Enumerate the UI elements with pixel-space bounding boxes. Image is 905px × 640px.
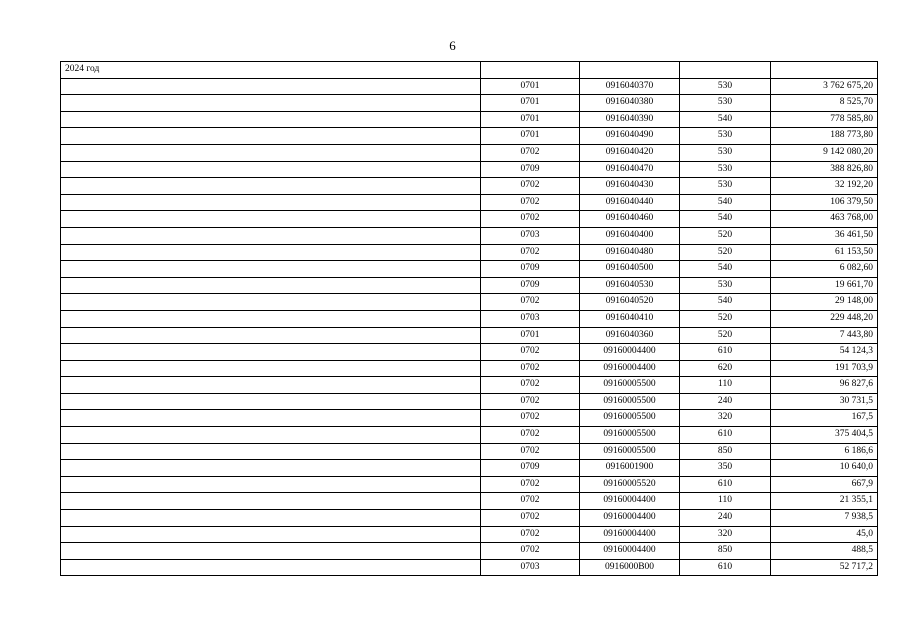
expense-kind-cell: 530: [680, 161, 771, 178]
expense-kind-cell: 110: [680, 493, 771, 510]
name-cell: [61, 377, 481, 394]
amount-cell: 10 640,0: [771, 460, 878, 477]
target-article-cell: 0916040390: [580, 111, 680, 128]
table-group-row: [61, 62, 878, 79]
expense-kind-cell: 540: [680, 261, 771, 278]
amount-cell: 229 448,20: [771, 310, 878, 327]
expense-kind-cell: 240: [680, 510, 771, 527]
name-cell: [61, 178, 481, 195]
amount-cell: 6 082,60: [771, 261, 878, 278]
name-cell: [61, 543, 481, 560]
target-article-cell: 0916040420: [580, 144, 680, 161]
name-cell: [61, 211, 481, 228]
table-row: [61, 393, 878, 410]
table-row: [61, 194, 878, 211]
table-row: [61, 526, 878, 543]
name-cell: [61, 144, 481, 161]
section-cell: 0702: [481, 377, 580, 394]
expense-kind-cell: 530: [680, 95, 771, 112]
expense-kind-cell: 540: [680, 211, 771, 228]
page-number: 6: [449, 38, 456, 53]
target-article-cell: 09160005500: [580, 377, 680, 394]
name-cell: [61, 410, 481, 427]
section-cell: 0701: [481, 128, 580, 145]
table-row: [61, 227, 878, 244]
section-cell: 0703: [481, 310, 580, 327]
table-row: [61, 128, 878, 145]
target-article-cell: 09160005500: [580, 410, 680, 427]
section-cell: 0709: [481, 261, 580, 278]
amount-cell: 191 703,9: [771, 360, 878, 377]
expense-kind-cell: 320: [680, 410, 771, 427]
table-row: [61, 144, 878, 161]
expense-kind-cell: 320: [680, 526, 771, 543]
name-cell: [61, 310, 481, 327]
table-row: [61, 327, 878, 344]
amount-cell: 188 773,80: [771, 128, 878, 145]
expense-kind-cell: 530: [680, 178, 771, 195]
expense-kind-cell: 350: [680, 460, 771, 477]
table-row: [61, 427, 878, 444]
section-cell: 0702: [481, 476, 580, 493]
amount-cell: 463 768,00: [771, 211, 878, 228]
name-cell: [61, 261, 481, 278]
section-cell: [481, 62, 580, 79]
table-row: [61, 543, 878, 560]
amount-cell: 6 186,6: [771, 443, 878, 460]
expense-kind-cell: 540: [680, 111, 771, 128]
table-row: [61, 95, 878, 112]
expense-kind-cell: 520: [680, 244, 771, 261]
section-cell: 0702: [481, 443, 580, 460]
section-cell: 0702: [481, 344, 580, 361]
table-row: [61, 559, 878, 576]
name-cell: [61, 344, 481, 361]
group-label-cell: 2024 год: [61, 62, 481, 79]
target-article-cell: 09160004400: [580, 526, 680, 543]
name-cell: [61, 493, 481, 510]
section-cell: 0701: [481, 327, 580, 344]
section-cell: 0703: [481, 227, 580, 244]
section-cell: 0702: [481, 427, 580, 444]
target-article-cell: 0916040430: [580, 178, 680, 195]
amount-cell: 8 525,70: [771, 95, 878, 112]
amount-cell: 45,0: [771, 526, 878, 543]
section-cell: 0701: [481, 111, 580, 128]
section-cell: 0702: [481, 144, 580, 161]
expense-kind-cell: 530: [680, 277, 771, 294]
name-cell: [61, 510, 481, 527]
name-cell: [61, 128, 481, 145]
target-article-cell: 0916040460: [580, 211, 680, 228]
section-cell: 0702: [481, 510, 580, 527]
amount-cell: 778 585,80: [771, 111, 878, 128]
target-article-cell: 09160005500: [580, 443, 680, 460]
section-cell: 0702: [481, 526, 580, 543]
target-article-cell: 09160004400: [580, 493, 680, 510]
name-cell: [61, 443, 481, 460]
expense-kind-cell: 610: [680, 476, 771, 493]
expense-kind-cell: 620: [680, 360, 771, 377]
expense-kind-cell: 610: [680, 559, 771, 576]
amount-cell: 29 148,00: [771, 294, 878, 311]
table-row: [61, 244, 878, 261]
amount-cell: 375 404,5: [771, 427, 878, 444]
section-cell: 0709: [481, 161, 580, 178]
target-article-cell: 0916040440: [580, 194, 680, 211]
name-cell: [61, 327, 481, 344]
expense-kind-cell: 520: [680, 227, 771, 244]
target-article-cell: 0916040520: [580, 294, 680, 311]
target-article-cell: 0916040480: [580, 244, 680, 261]
table-row: [61, 211, 878, 228]
target-article-cell: 0916040380: [580, 95, 680, 112]
expense-kind-cell: 520: [680, 310, 771, 327]
name-cell: [61, 360, 481, 377]
table-row: [61, 344, 878, 361]
amount-cell: 388 826,80: [771, 161, 878, 178]
target-article-cell: 0916040370: [580, 78, 680, 95]
amount-cell: 9 142 080,20: [771, 144, 878, 161]
table-row: [61, 294, 878, 311]
table-row: [61, 377, 878, 394]
name-cell: [61, 460, 481, 477]
amount-cell: 32 192,20: [771, 178, 878, 195]
name-cell: [61, 161, 481, 178]
table-row: [61, 310, 878, 327]
table-row: [61, 178, 878, 195]
section-cell: 0701: [481, 95, 580, 112]
table-row: [61, 261, 878, 278]
section-cell: 0709: [481, 460, 580, 477]
amount-cell: 36 461,50: [771, 227, 878, 244]
expense-kind-cell: 540: [680, 194, 771, 211]
budget-table: [60, 61, 878, 576]
section-cell: 0702: [481, 194, 580, 211]
amount-cell: 54 124,3: [771, 344, 878, 361]
amount-cell: 52 717,2: [771, 559, 878, 576]
section-cell: 0703: [481, 559, 580, 576]
target-article-cell: [580, 62, 680, 79]
name-cell: [61, 559, 481, 576]
section-cell: 0702: [481, 211, 580, 228]
section-cell: 0702: [481, 294, 580, 311]
expense-kind-cell: 850: [680, 443, 771, 460]
amount-cell: 3 762 675,20: [771, 78, 878, 95]
target-article-cell: 0916040470: [580, 161, 680, 178]
name-cell: [61, 194, 481, 211]
section-cell: 0702: [481, 493, 580, 510]
target-article-cell: 0916040490: [580, 128, 680, 145]
target-article-cell: 09160005520: [580, 476, 680, 493]
expense-kind-cell: [680, 62, 771, 79]
table-row: [61, 277, 878, 294]
name-cell: [61, 227, 481, 244]
section-cell: 0702: [481, 410, 580, 427]
amount-cell: 7 443,80: [771, 327, 878, 344]
amount-cell: [771, 62, 878, 79]
target-article-cell: 0916040360: [580, 327, 680, 344]
budget-table-body: [61, 62, 878, 576]
section-cell: 0701: [481, 78, 580, 95]
target-article-cell: 09160004400: [580, 360, 680, 377]
name-cell: [61, 111, 481, 128]
name-cell: [61, 277, 481, 294]
table-row: [61, 360, 878, 377]
expense-kind-cell: 610: [680, 427, 771, 444]
target-article-cell: 0916040530: [580, 277, 680, 294]
name-cell: [61, 393, 481, 410]
amount-cell: 7 938,5: [771, 510, 878, 527]
amount-cell: 21 355,1: [771, 493, 878, 510]
name-cell: [61, 427, 481, 444]
table-row: [61, 493, 878, 510]
amount-cell: 61 153,50: [771, 244, 878, 261]
name-cell: [61, 476, 481, 493]
table-row: [61, 410, 878, 427]
section-cell: 0702: [481, 393, 580, 410]
section-cell: 0702: [481, 543, 580, 560]
table-row: [61, 161, 878, 178]
expense-kind-cell: 240: [680, 393, 771, 410]
target-article-cell: 0916001900: [580, 460, 680, 477]
table-row: [61, 510, 878, 527]
amount-cell: 488,5: [771, 543, 878, 560]
section-cell: 0709: [481, 277, 580, 294]
table-row: [61, 443, 878, 460]
expense-kind-cell: 530: [680, 128, 771, 145]
name-cell: [61, 244, 481, 261]
target-article-cell: 09160004400: [580, 543, 680, 560]
expense-kind-cell: 520: [680, 327, 771, 344]
name-cell: [61, 294, 481, 311]
expense-kind-cell: 530: [680, 144, 771, 161]
table-row: [61, 78, 878, 95]
section-cell: 0702: [481, 360, 580, 377]
table-row: [61, 460, 878, 477]
target-article-cell: 0916040410: [580, 310, 680, 327]
target-article-cell: 0916040400: [580, 227, 680, 244]
amount-cell: 30 731,5: [771, 393, 878, 410]
expense-kind-cell: 530: [680, 78, 771, 95]
target-article-cell: 09160005500: [580, 427, 680, 444]
target-article-cell: 0916040500: [580, 261, 680, 278]
target-article-cell: 0916000В00: [580, 559, 680, 576]
expense-kind-cell: 110: [680, 377, 771, 394]
amount-cell: 96 827,6: [771, 377, 878, 394]
name-cell: [61, 78, 481, 95]
target-article-cell: 09160004400: [580, 344, 680, 361]
amount-cell: 106 379,50: [771, 194, 878, 211]
target-article-cell: 09160004400: [580, 510, 680, 527]
target-article-cell: 09160005500: [580, 393, 680, 410]
amount-cell: 667,9: [771, 476, 878, 493]
amount-cell: 19 661,70: [771, 277, 878, 294]
name-cell: [61, 526, 481, 543]
expense-kind-cell: 850: [680, 543, 771, 560]
section-cell: 0702: [481, 244, 580, 261]
amount-cell: 167,5: [771, 410, 878, 427]
section-cell: 0702: [481, 178, 580, 195]
table-row: [61, 111, 878, 128]
name-cell: [61, 95, 481, 112]
expense-kind-cell: 610: [680, 344, 771, 361]
table-row: [61, 476, 878, 493]
expense-kind-cell: 540: [680, 294, 771, 311]
